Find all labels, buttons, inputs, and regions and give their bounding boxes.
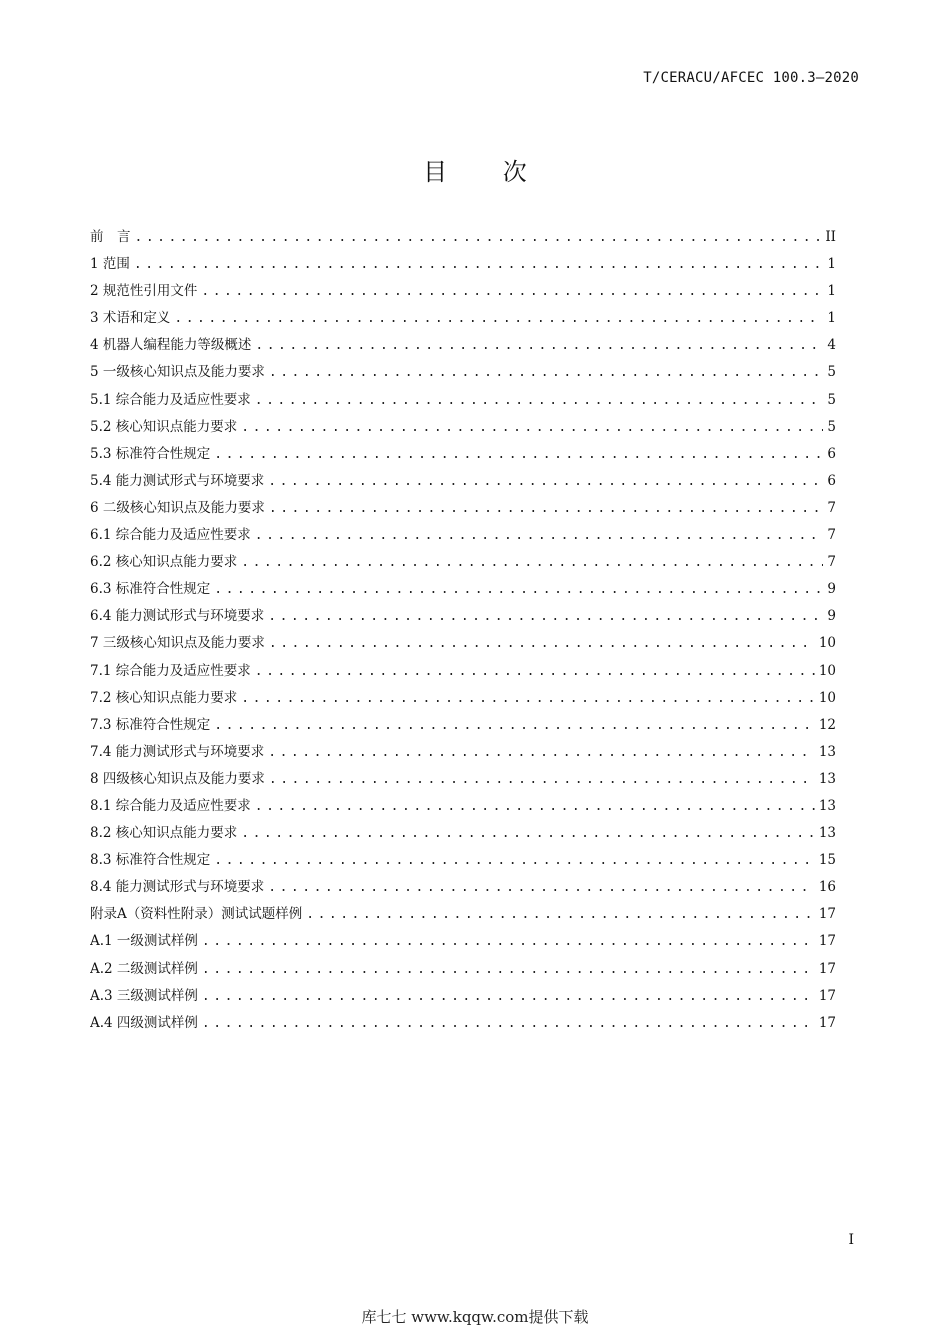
toc-entry-page: II — [825, 229, 836, 245]
toc-entry-label: 6.3 标准符合性规定 — [90, 581, 211, 598]
toc-leader-dots — [202, 956, 815, 983]
toc-entry-label: A.1 一级测试样例 — [90, 933, 198, 950]
toc-entry-label: 5.4 能力测试形式与环境要求 — [90, 472, 265, 489]
toc-leader-dots — [255, 522, 824, 549]
toc-entry[interactable] — [90, 820, 836, 847]
toc-entry-page: 10 — [818, 662, 836, 679]
toc-entry-label: 附录A（资料性附录）测试试题样例 — [90, 906, 303, 923]
toc-entry[interactable] — [90, 224, 836, 251]
toc-entry-label: 6 二级核心知识点及能力要求 — [90, 499, 265, 516]
toc-entry-page: 5 — [827, 391, 836, 408]
toc-entry[interactable] — [90, 522, 836, 549]
toc-entry-page: 17 — [818, 933, 836, 950]
toc-entry-label: 7.3 标准符合性规定 — [90, 716, 211, 733]
toc-entry[interactable] — [90, 576, 836, 603]
toc-entry[interactable] — [90, 739, 836, 766]
toc-entry-label: 8 四级核心知识点及能力要求 — [90, 770, 265, 787]
toc-leader-dots — [255, 793, 815, 820]
toc-entry-label: 7.1 综合能力及适应性要求 — [90, 662, 251, 679]
toc-entry-page: 9 — [827, 581, 836, 598]
toc-entry-page: 7 — [827, 554, 836, 571]
toc-leader-dots — [269, 766, 815, 793]
toc-entry-label: 6.1 综合能力及适应性要求 — [90, 527, 251, 544]
toc-entry-page: 13 — [818, 797, 836, 814]
toc-entry[interactable] — [90, 278, 836, 305]
toc-entry-page: 13 — [818, 770, 836, 787]
toc-leader-dots — [255, 332, 823, 359]
toc-entry-page: 13 — [818, 825, 836, 842]
toc-entry[interactable] — [90, 495, 836, 522]
toc-entry-page: 17 — [818, 1014, 836, 1031]
toc-entry[interactable] — [90, 332, 836, 359]
toc-entry-label: 5.3 标准符合性规定 — [90, 445, 211, 462]
toc-entry-page: 12 — [818, 716, 836, 733]
toc-leader-dots — [268, 874, 815, 901]
toc-entry-page: 7 — [827, 527, 836, 544]
toc-leader-dots — [174, 305, 823, 332]
toc-leader-dots — [255, 658, 815, 685]
toc-entry-label: 6.2 核心知识点能力要求 — [90, 554, 238, 571]
toc-entry[interactable] — [90, 928, 836, 955]
toc-leader-dots — [202, 983, 815, 1010]
toc-leader-dots — [269, 630, 815, 657]
toc-entry-page: 6 — [827, 445, 836, 462]
toc-leader-dots — [241, 549, 823, 576]
toc-entry-label: A.2 二级测试样例 — [90, 960, 198, 977]
toc-entry[interactable] — [90, 901, 836, 928]
toc-leader-dots — [135, 224, 822, 251]
toc-entry[interactable] — [90, 305, 836, 332]
toc-leader-dots — [255, 387, 824, 414]
toc-entry[interactable] — [90, 956, 836, 983]
toc-entry-label: 5.1 综合能力及适应性要求 — [90, 391, 251, 408]
toc-entry-page: 5 — [827, 418, 836, 435]
toc-entry-page: 1 — [827, 256, 836, 273]
toc-entry[interactable] — [90, 414, 836, 441]
page-number: I — [848, 1232, 854, 1248]
toc-leader-dots — [241, 414, 823, 441]
toc-entry-label: 3 术语和定义 — [90, 310, 171, 327]
toc-entry[interactable] — [90, 468, 836, 495]
toc-entry-label: 1 范围 — [90, 256, 130, 273]
toc-entry-page: 17 — [818, 987, 836, 1004]
toc-leader-dots — [306, 901, 815, 928]
toc-entry[interactable] — [90, 630, 836, 657]
toc-leader-dots — [241, 820, 815, 847]
toc-entry[interactable] — [90, 549, 836, 576]
toc-entry[interactable] — [90, 603, 836, 630]
toc-entry-label: 8.1 综合能力及适应性要求 — [90, 797, 251, 814]
toc-entry[interactable] — [90, 441, 836, 468]
toc-leader-dots — [269, 495, 824, 522]
toc-entry-label: 4 机器人编程能力等级概述 — [90, 337, 252, 354]
toc-entry[interactable] — [90, 874, 836, 901]
toc-leader-dots — [214, 441, 823, 468]
toc-entry[interactable] — [90, 359, 836, 386]
toc-entry[interactable] — [90, 658, 836, 685]
toc-entry[interactable] — [90, 1010, 836, 1037]
toc-entry-label: 5.2 核心知识点能力要求 — [90, 418, 238, 435]
toc-entry-page: 15 — [818, 852, 836, 869]
toc-leader-dots — [214, 576, 823, 603]
toc-entry[interactable] — [90, 251, 836, 278]
toc-entry-label: 5 一级核心知识点及能力要求 — [90, 364, 265, 381]
toc-entry-page: 9 — [827, 608, 836, 625]
toc-entry-label: 8.4 能力测试形式与环境要求 — [90, 879, 265, 896]
toc-entry-page: 10 — [818, 635, 836, 652]
standard-code: T/CERACU/AFCEC 100.3—2020 — [643, 70, 859, 86]
toc-entry[interactable] — [90, 712, 836, 739]
toc-entry-label: A.3 三级测试样例 — [90, 987, 198, 1004]
toc-entry-page: 17 — [818, 906, 836, 923]
toc-entry-page: 6 — [827, 472, 836, 489]
toc-entry-label: 7.4 能力测试形式与环境要求 — [90, 743, 265, 760]
toc-entry-page: 5 — [827, 364, 836, 381]
toc-entry-page: 10 — [818, 689, 836, 706]
toc-leader-dots — [214, 847, 815, 874]
toc-leader-dots — [268, 468, 823, 495]
toc-leader-dots — [134, 251, 824, 278]
toc-entry[interactable] — [90, 387, 836, 414]
table-of-contents — [90, 224, 836, 1037]
toc-entry-label: 7.2 核心知识点能力要求 — [90, 689, 238, 706]
toc-leader-dots — [269, 359, 824, 386]
toc-entry-page: 4 — [827, 337, 836, 354]
toc-entry-page: 1 — [827, 283, 836, 300]
toc-leader-dots — [268, 739, 815, 766]
toc-entry[interactable] — [90, 766, 836, 793]
toc-entry[interactable] — [90, 793, 836, 820]
toc-entry-label: 8.3 标准符合性规定 — [90, 852, 211, 869]
toc-entry-page: 16 — [818, 879, 836, 896]
toc-leader-dots — [241, 685, 815, 712]
toc-leader-dots — [268, 603, 823, 630]
toc-entry[interactable] — [90, 685, 836, 712]
toc-leader-dots — [201, 278, 823, 305]
toc-entry-label: A.4 四级测试样例 — [90, 1014, 198, 1031]
toc-entry-page: 7 — [827, 499, 836, 516]
toc-leader-dots — [214, 712, 815, 739]
toc-entry-page: 1 — [827, 310, 836, 327]
page-title: 目 次 — [423, 158, 551, 186]
toc-entry-label: 6.4 能力测试形式与环境要求 — [90, 608, 265, 625]
toc-leader-dots — [202, 1010, 815, 1037]
toc-entry-page: 17 — [818, 960, 836, 977]
toc-leader-dots — [202, 928, 815, 955]
toc-entry[interactable] — [90, 983, 836, 1010]
toc-entry-page: 13 — [818, 743, 836, 760]
toc-entry-label: 7 三级核心知识点及能力要求 — [90, 635, 265, 652]
download-watermark: 库七七 www.kqqw.com提供下载 — [361, 1308, 589, 1326]
toc-entry-label: 前 言 — [90, 229, 131, 245]
toc-entry[interactable] — [90, 847, 836, 874]
toc-entry-label: 2 规范性引用文件 — [90, 283, 198, 300]
toc-entry-label: 8.2 核心知识点能力要求 — [90, 825, 238, 842]
